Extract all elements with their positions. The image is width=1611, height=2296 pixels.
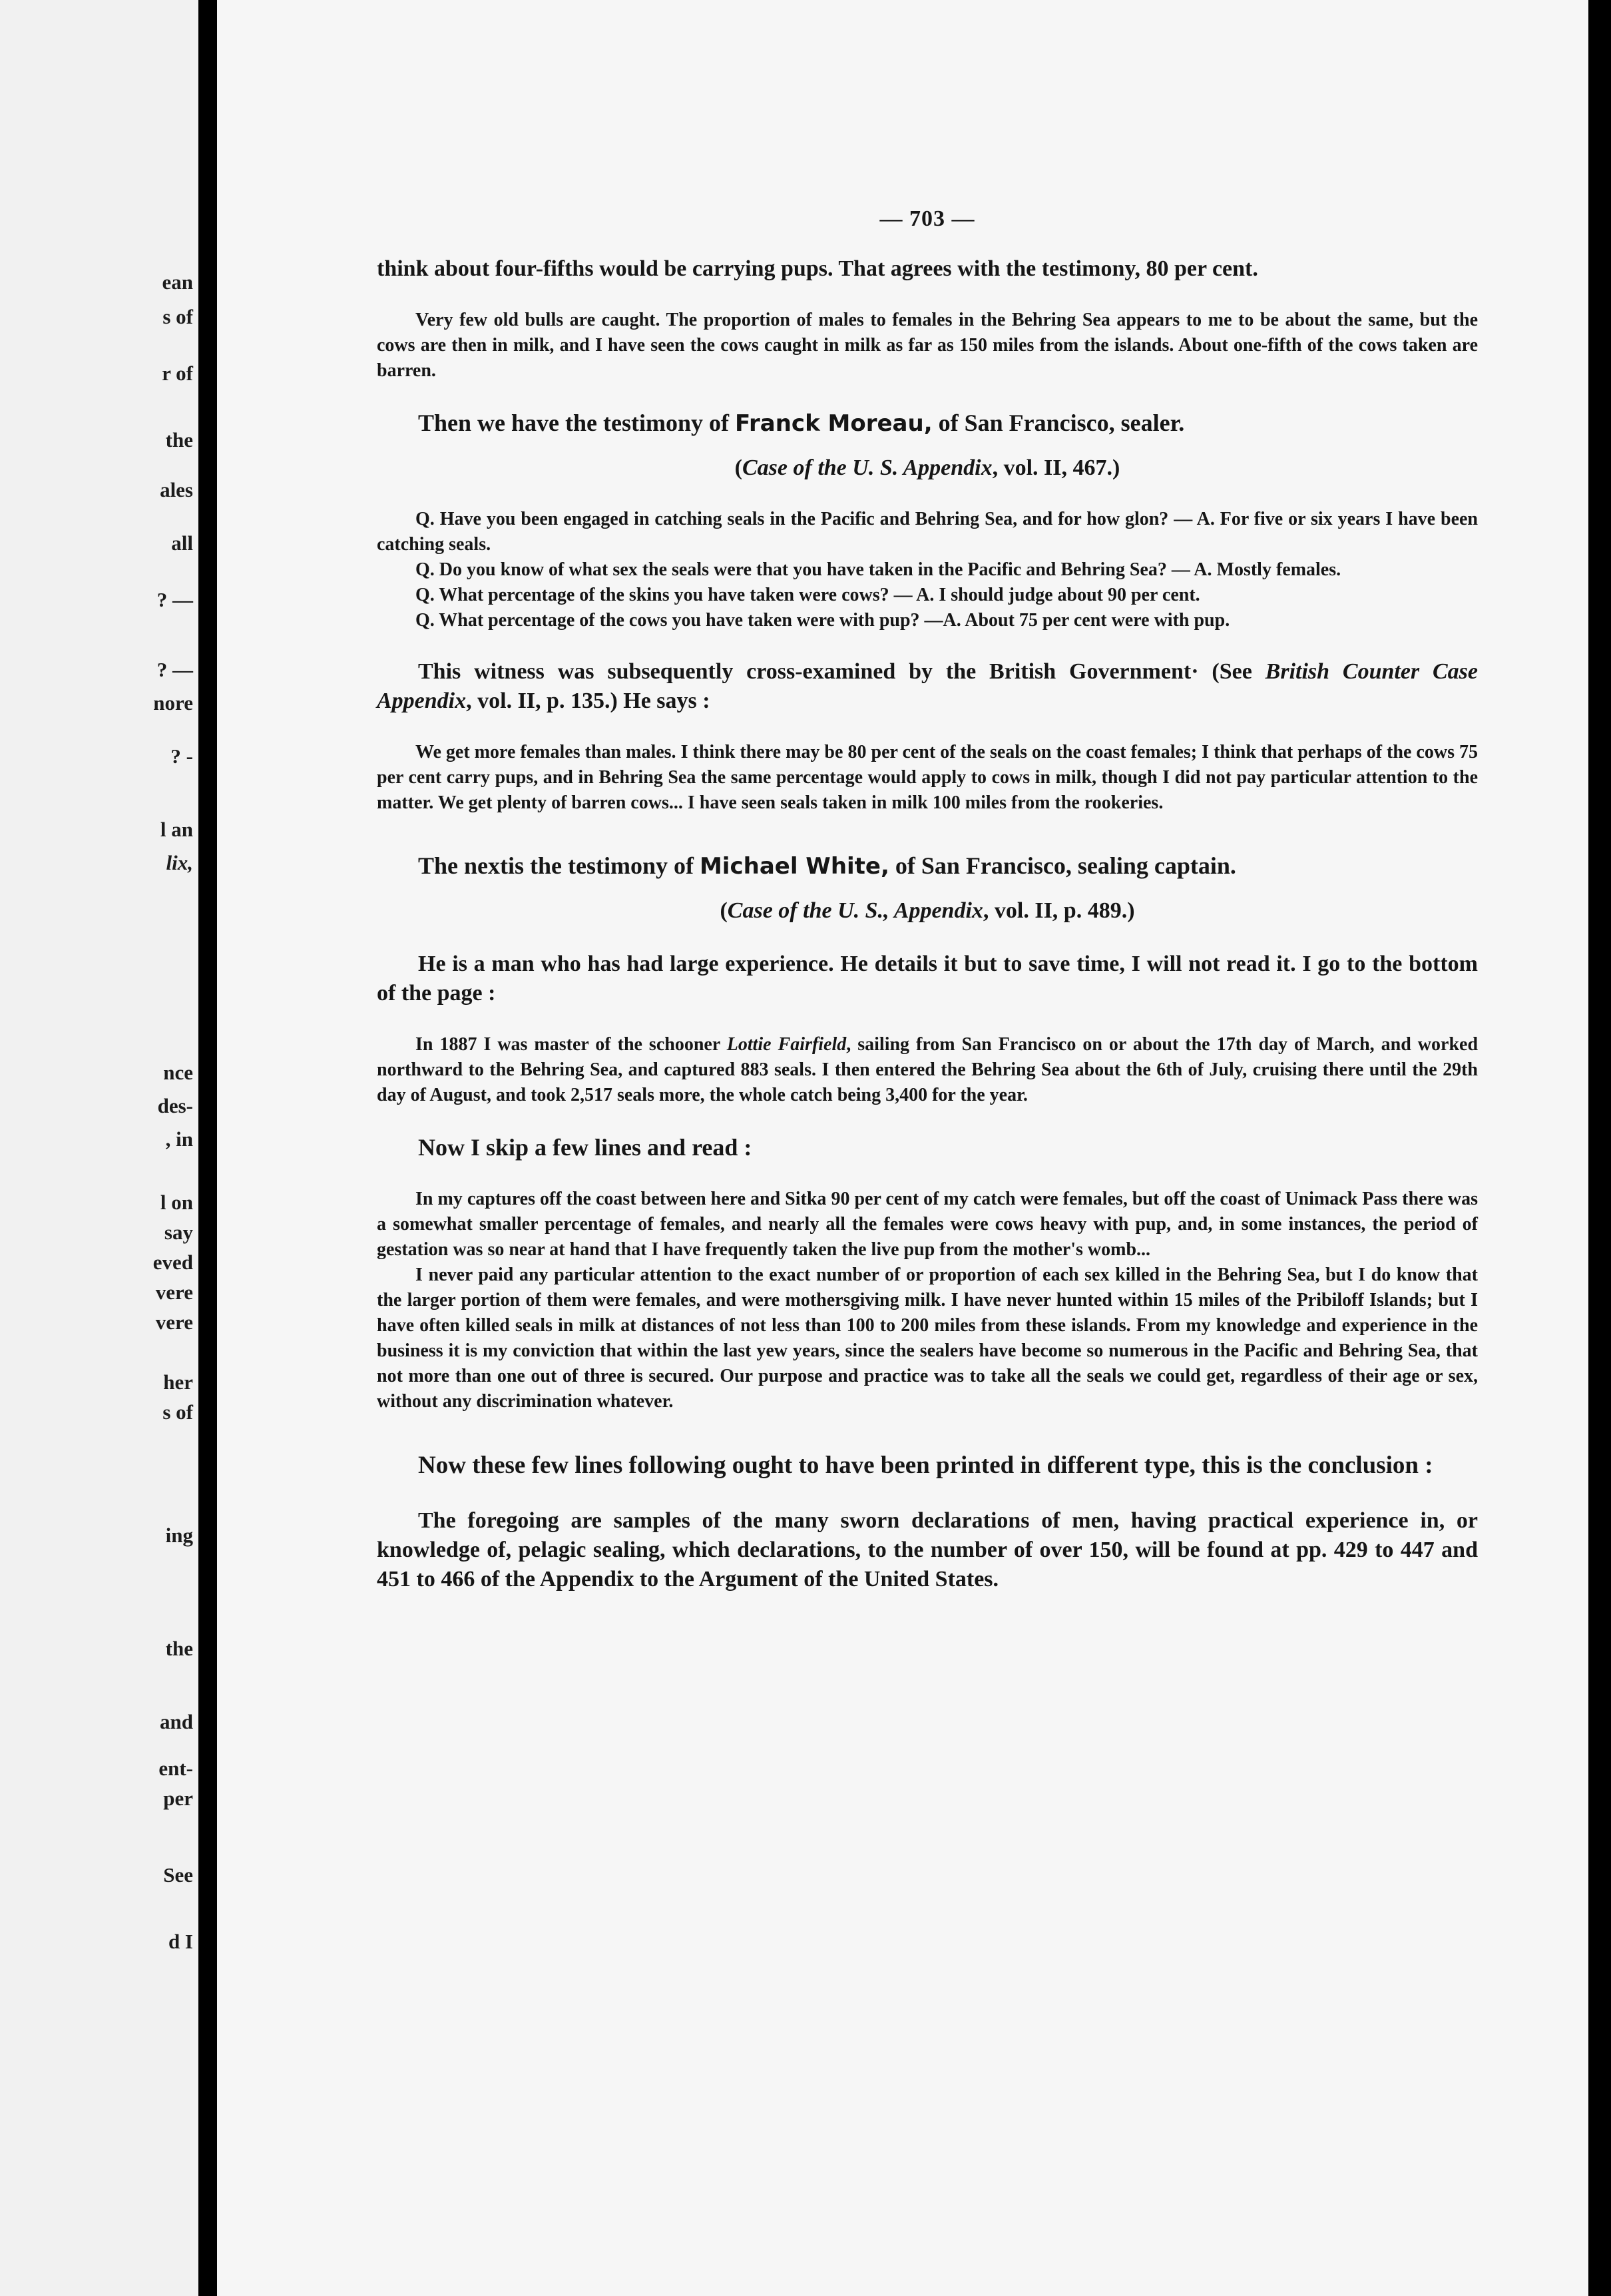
left-page-fragment: and <box>160 1710 193 1733</box>
intro-moreau: Then we have the testimony of Franck Moreau, of San Francisco, sealer. <box>418 410 1185 437</box>
page-edge-right <box>1588 0 1611 2296</box>
qa-item: Q. Do you know of what sex the seals were that you have taken in the Pacific and Behring Sea? — A. Mostly females. <box>415 559 1341 580</box>
left-page-fragment: vere <box>155 1310 193 1334</box>
left-page-fragment: See <box>163 1863 193 1886</box>
witness-name-white: Michael White, <box>699 853 889 880</box>
left-page-fragment: ? - <box>170 744 193 768</box>
citation-moreau: (Case of the U. S. Appendix, vol. II, 467.) <box>734 455 1120 480</box>
document-page <box>217 0 1588 2296</box>
left-page-fragment: des- <box>157 1094 193 1117</box>
paragraph-four-fifths: think about four-fifths would be carrying pups. That agrees with the testimony, 80 per cent. <box>377 256 1258 281</box>
left-page-fragment: nce <box>163 1061 193 1084</box>
page-gutter <box>198 0 217 2296</box>
intro-white: The nextis the testimony of Michael White, of San Francisco, sealing captain. <box>418 852 1236 880</box>
left-page-fragment: ? — <box>156 658 193 681</box>
quote-more-females: We get more females than males. I think there may be 80 per cent of the seals on the coast females; I think that perhaps of the cows 75 per cent carry pups, and in Behring Sea the same percentage would apply to cows in milk, though I did not pay particular attention to the matter. We get plenty of barren cows... I have seen seals taken in milk 100 miles from the rookeries. <box>377 742 1478 813</box>
left-page-fragment: the <box>165 428 193 451</box>
left-page-fragment: d I <box>168 1930 193 1953</box>
quote-old-bulls: Very few old bulls are caught. The proportion of males to females in the Behring Sea appears to me to be about the same, but the cows are then in milk, and I have seen the cows caught in milk as far as 150 miles from the islands. About one-fifth of the cows taken are barren. <box>377 310 1478 381</box>
paragraph-cross-examined: This witness was subsequently cross-examined by the British Government· (See British Counter Case Appendix, vol. II, p. 135.) He says : <box>377 659 1478 713</box>
page-number: — 703 — <box>879 206 975 231</box>
left-page-fragment: nore <box>153 691 193 715</box>
facing-page-edge <box>0 0 198 2296</box>
left-page-fragment: r of <box>162 362 193 385</box>
left-page-fragment: l on <box>160 1191 193 1214</box>
witness-name-moreau: Franck Moreau, <box>734 410 933 437</box>
left-page-fragment: , in <box>165 1127 193 1151</box>
qa-item: Q. What percentage of the skins you have taken were cows? — A. I should judge about 90 per cent. <box>415 585 1200 605</box>
left-page-fragment: l an <box>160 818 193 841</box>
paragraph-skip-lines: Now I skip a few lines and read : <box>418 1134 752 1161</box>
left-page-fragment: lix, <box>166 851 193 874</box>
qa-item: Q. Have you been engaged in catching seals in the Pacific and Behring Sea, and for how glon? — A. For five or six years I have been catching seals. <box>377 509 1478 555</box>
quote-lottie-fairfield: In 1887 I was master of the schooner Lottie Fairfield, sailing from San Francisco on or about the 17th day of March, and worked northward to the Behring Sea, and captured 883 seals. I then entered the Behring Sea about the 6th of July, cruising there until the 29th day of August, and took 2,517 seals more, the whole catch being 3,400 for the year. <box>377 1034 1479 1105</box>
left-page-fragment: say <box>164 1221 193 1244</box>
left-page-fragment: per <box>163 1787 193 1810</box>
left-page-fragment: the <box>165 1637 193 1660</box>
left-page-fragment: s of <box>162 305 193 328</box>
left-page-fragment: eved <box>152 1251 193 1274</box>
paragraph-large-experience: He is a man who has had large experience. He details it but to save time, I will not read it. I go to the bottom of the page : <box>377 952 1478 1005</box>
left-page-fragment: all <box>171 531 193 555</box>
page-content <box>377 206 1478 1594</box>
qa-list <box>377 507 1478 633</box>
left-page-fragment: ent- <box>158 1757 193 1780</box>
left-page-fragment: s of <box>162 1400 193 1424</box>
left-page-fragment: ean <box>162 270 193 294</box>
paragraph-conclusion-note: Now these few lines following ought to have been printed in different type, this is the conclusion : <box>418 1452 1433 1479</box>
qa-item: Q. What percentage of the cows you have taken were with pup? —A. About 75 per cent were with pup. <box>415 610 1230 631</box>
quote-captures: In my captures off the coast between here and Sitka 90 per cent of my catch were females, but off the coast of Unimack Pass there was a somewhat smaller percentage of females, and nearly all the females were cows heavy with pup, and, in some instances, the period of gestation was so near at hand that I have frequently taken the live pup from the mother's womb... <box>377 1189 1478 1260</box>
citation-white: (Case of the U. S., Appendix, vol. II, p. 489.) <box>720 898 1135 923</box>
quote-never-paid: I never paid any particular attention to the exact number of or proportion of each sex killed in the Behring Sea, but I do know that the larger portion of them were females, and were mothersgiving milk. I have never hunted within 15 miles of the Pribiloff Islands; but I have often killed seals in milk at distances of not less than 100 to 200 miles from these islands. From my knowledge and experience in the business it is my conviction that within the last yew years, since the sealers have become so numerous in the Pacific and Behring Sea, that not more than one out of three is secured. Our purpose and practice was to take all the seals we could get, regardless of their age or sex, without any discrimination whatever. <box>377 1265 1478 1412</box>
left-page-fragment: ing <box>165 1524 193 1547</box>
left-page-fragment: vere <box>155 1281 193 1304</box>
paragraph-foregoing: The foregoing are samples of the many sworn declarations of men, having practical experience in, or knowledge of, pelagic sealing, which declarations, to the number of over 150, will be found at pp. 429 to 447 and 451 to 466 of the Appendix to the Argument of the United States. <box>377 1508 1478 1591</box>
left-page-fragment: ales <box>160 478 193 501</box>
left-page-fragment: ? — <box>156 588 193 611</box>
left-page-fragment: her <box>163 1370 193 1394</box>
